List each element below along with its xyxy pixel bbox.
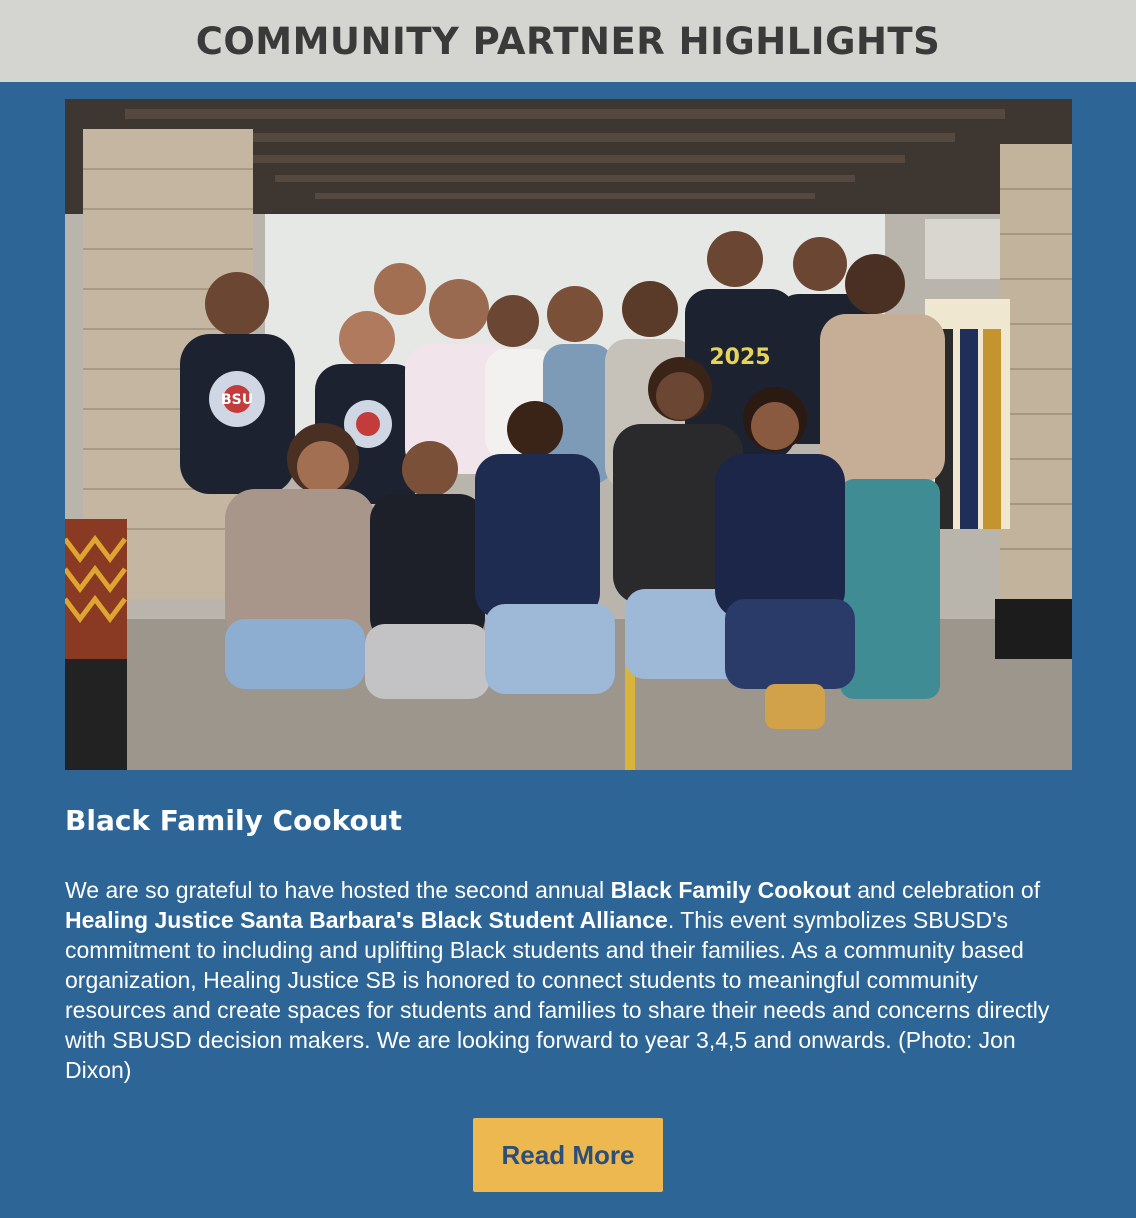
hoodie-text: BSU — [220, 392, 254, 408]
article-body — [65, 875, 1070, 1085]
body-bold-org: Healing Justice Santa Barbara's Black Student Alliance — [65, 907, 668, 933]
shirt-text: 2025 — [709, 345, 771, 370]
group-photo-illustration — [65, 99, 1072, 770]
body-text-1: We are so grateful to have hosted the second annual — [65, 877, 611, 903]
event-photo — [65, 99, 1072, 770]
article-title: Black Family Cookout — [65, 804, 402, 837]
section-title: COMMUNITY PARTNER HIGHLIGHTS — [195, 19, 941, 63]
body-bold-event: Black Family Cookout — [610, 877, 851, 903]
read-more-button[interactable]: Read More — [473, 1118, 663, 1192]
body-text-3: . This event symbolizes SBUSD's commitment to including and uplifting Black students and their families. As a community based organization, Healing Justice SB is honored to connect students to meaningful community resources and create spaces for students and families to share their needs and concerns directly with SBUSD decision makers. We are looking forward to year 3,4,5 and onwards. (Photo: Jon Dixon) — [65, 907, 1050, 1083]
article-card — [0, 82, 1136, 1218]
section-header — [0, 0, 1136, 82]
body-text-2: and celebration of — [850, 877, 1041, 903]
